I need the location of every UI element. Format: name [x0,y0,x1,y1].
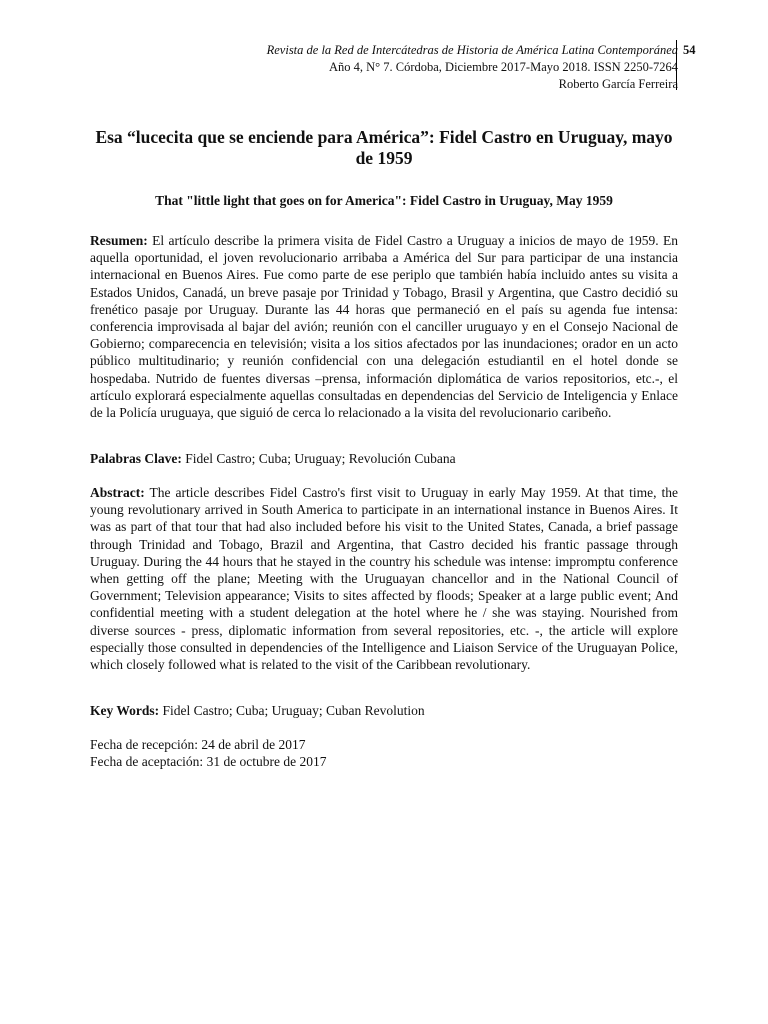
palabras-clave-label: Palabras Clave: [90,451,182,466]
key-words-text: Fidel Castro; Cuba; Uruguay; Cuban Revolution [159,703,425,718]
header-divider [676,40,677,90]
abstract-label: Abstract: [90,485,145,500]
journal-name: Revista de la Red de Intercátedras de Historia de América Latina Contemporánea [266,43,678,57]
abstract-text: The article describes Fidel Castro's first visit to Uruguay in early May 1959. At that time, the young revolutionary arrived in South America to participate in an international instance in Buenos Aires. It was as part of that tour that had also included before his visit to the United States, Canada, a brief passage through Trinidad and Tobago, Brazil and Argentina, that Castro decided his frantic passage through Uruguay. During the 44 hours that he stayed in the country his schedule was intense: impromptu conference when getting off the plane; Meeting with the Uruguayan chancellor and in the National Council of Government; Television appearance; Visits to sites affected by floods; Speaker at a large public event; And confidential meeting with a student delegation at the hotel where he / she was staying. Nourished from diverse sources - press, diplomatic information from several repositories, etc. -, the article will explore especially those consulted in dependencies of the Intelligence and Liaison Service of the Uruguayan Police, which closely followed what is related to the visit of the Caribbean revolutionary. [90,485,678,673]
running-header [158,42,678,93]
author-name: Roberto García Ferreira [558,77,678,91]
article-title: Esa “lucecita que se enciende para América”: Fidel Castro en Uruguay, mayo de 1959 [95,127,673,168]
page-number: 54 [683,43,696,57]
key-words [90,702,678,719]
key-words-label: Key Words: [90,703,160,718]
article-title-english: That "little light that goes on for America": Fidel Castro in Uruguay, May 1959 [155,193,613,208]
article-dates [90,736,678,770]
palabras-clave [90,450,678,467]
resumen-paragraph [90,232,678,421]
abstract-paragraph [90,484,678,673]
received-date: Fecha de recepción: 24 de abril de 2017 [90,737,306,752]
issue-info: Año 4, N° 7. Córdoba, Diciembre 2017-Mayo 2018. ISSN 2250-7264 [328,60,678,74]
accepted-date: Fecha de aceptación: 31 de octubre de 2017 [90,754,327,770]
resumen-text: El artículo describe la primera visita de Fidel Castro a Uruguay a inicios de mayo de 1959. En aquella oportunidad, el joven revolucionario arribaba a América del Sur para participar de una instancia internacional en Buenos Aires. Fue como parte de ese periplo que también había incluido antes su visita a Estados Unidos, Canadá, un breve pasaje por Trinidad y Tobago, Brasil y Argentina, que Castro decidió su frenético pasaje por Uruguay. Durante las 44 horas que permaneció en el país su agenda fue intensa: conferencia improvisada al bajar del avión; reunión con el canciller uruguayo y en el Consejo Nacional de Gobierno; comparecencia en televisión; visita a los sitios afectados por las inundaciones; orador en un acto público multitudinario; y reunión confidencial con una delegación estudiantil en el hotel donde se hospedaba. Nutrido de fuentes diversas –prensa, información diplomática de varios repositorios, etc.-, el artículo explorará especialmente aquellas consultadas en dependencias del Servicio de Inteligencia y Enlace de la Policía uruguaya, que siguió de cerca lo relacionado a la visita del revolucionario caribeño. [90,233,678,421]
palabras-clave-text: Fidel Castro; Cuba; Uruguay; Revolución Cubana [181,451,456,466]
resumen-label: Resumen: [90,233,148,248]
